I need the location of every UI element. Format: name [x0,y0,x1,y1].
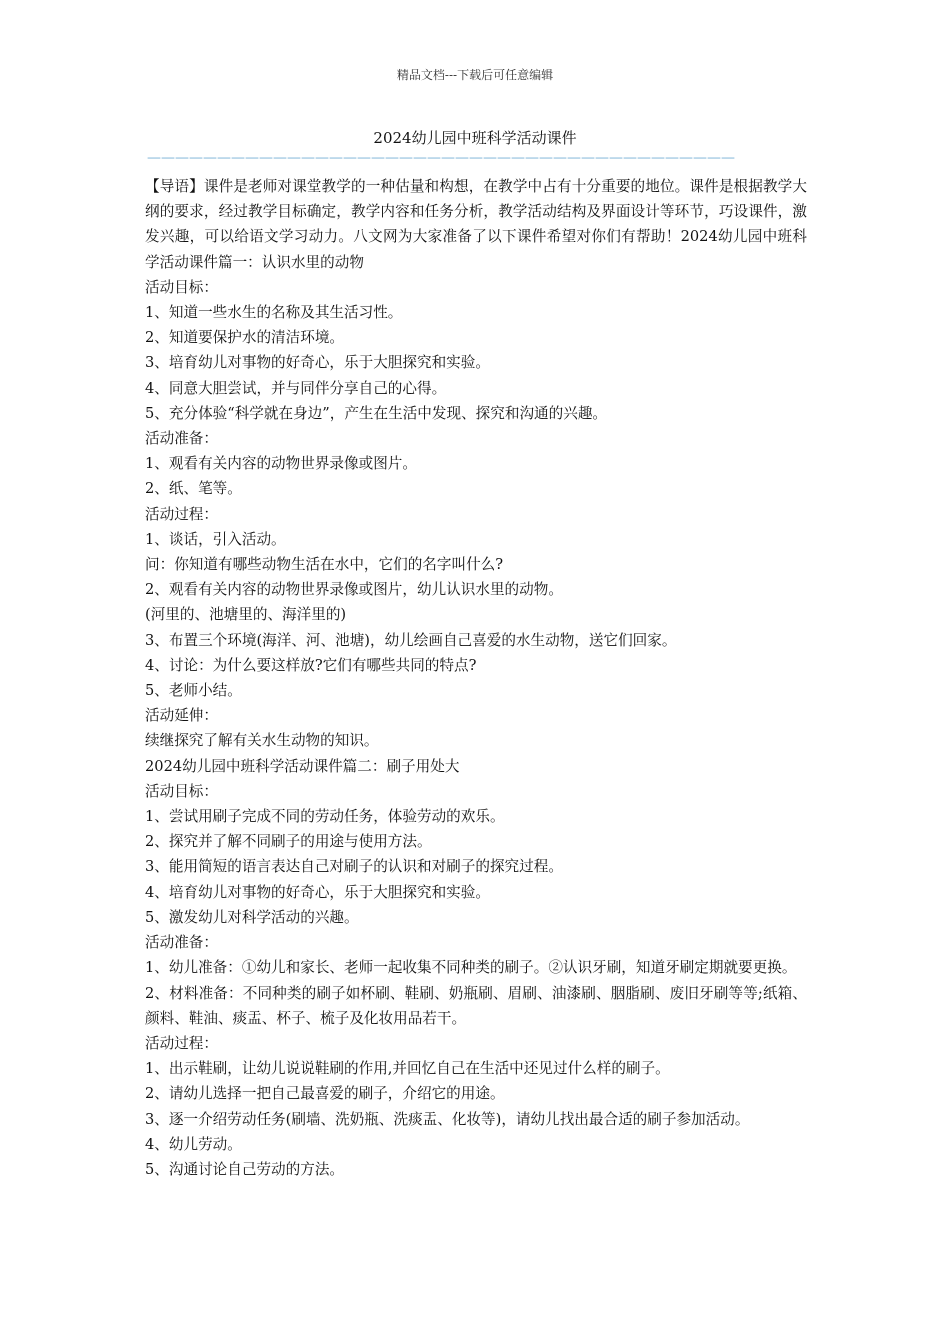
list-item: 3、培育幼儿对事物的好奇心，乐于大胆探究和实验。 [145,354,490,372]
section-heading: 活动目标： [145,278,218,296]
document-body [145,174,807,1182]
intro-paragraph: 【导语】课件是老师对课堂教学的一种估量和构想，在教学中占有十分重要的地位。课件是根据教学大纲的要求，经过教学目标确定，教学内容和任务分析，教学活动结构及界面设计等环节，巧设课件，激发兴趣，可以给语文学习动力。八文网为大家准备了以下课件希望对你们有帮助！2024幼儿园中班科学活动课件篇一：认识水里的动物 [145,178,807,271]
list-item: 3、逐一介绍劳动任务(刷墙、洗奶瓶、洗痰盂、化妆等)，请幼儿找出最合适的刷子参加活动。 [145,1110,750,1128]
section-heading: 活动过程： [145,505,218,523]
list-item: 5、充分体验“科学就在身边”，产生在生活中发现、探究和沟通的兴趣。 [145,404,608,422]
list-item: 5、激发幼儿对科学活动的兴趣。 [145,908,359,926]
list-item: 1、尝试用刷子完成不同的劳动任务，体验劳动的欢乐。 [145,808,505,826]
section-heading: 活动准备： [145,430,218,448]
list-item: 2、纸、笔等。 [145,480,242,498]
list-item: 3、能用简短的语言表达自己对刷子的认识和对刷子的探究过程。 [145,858,563,876]
section-heading: 活动延伸： [145,707,218,725]
document-title: 2024幼儿园中班科学活动课件 [373,129,577,147]
header-note: 精品文档---下载后可任意编辑 [396,68,554,82]
list-item: 1、出示鞋刷，让幼儿说说鞋刷的作用,并回忆自己在生活中还见过什么样的刷子。 [145,1060,670,1078]
list-item: 问：你知道有哪些动物生活在水中，它们的名字叫什么? [145,556,504,574]
list-item: 2、探究并了解不同刷子的用途与使用方法。 [145,833,432,851]
list-item: 1、幼儿准备：①幼儿和家长、老师一起收集不同种类的刷子。②认识牙刷，知道牙刷定期就要更换。 [145,959,797,977]
list-item: 4、讨论：为什么要这样放?它们有哪些共同的特点? [145,656,477,674]
list-item: 2、观看有关内容的动物世界录像或图片，幼儿认识水里的动物。 [145,581,563,599]
list-item: 续继探究了解有关水生动物的知识。 [145,732,379,750]
section-heading: 活动目标： [145,782,218,800]
list-item: 2、请幼儿选择一把自己最喜爱的刷子，介绍它的用途。 [145,1085,505,1103]
list-item: (河里的、池塘里的、海洋里的) [145,606,347,624]
list-item: 1、谈话，引入活动。 [145,530,286,548]
part-heading: 2024幼儿园中班科学活动课件篇二：刷子用处大 [145,757,460,775]
list-item: 5、老师小结。 [145,682,242,700]
list-item: 4、同意大胆尝试，并与同伴分享自己的心得。 [145,379,447,397]
list-item: 5、沟通讨论自己劳动的方法。 [145,1160,345,1178]
list-item: 1、观看有关内容的动物世界录像或图片。 [145,455,417,473]
list-item: 4、幼儿劳动。 [145,1135,242,1153]
list-item: 3、布置三个环境(海洋、河、池塘)，幼儿绘画自己喜爱的水生动物，送它们回家。 [145,631,677,649]
list-item: 2、材料准备：不同种类的刷子如杯刷、鞋刷、奶瓶刷、眉刷、油漆刷、胭脂刷、废旧牙刷等等;纸箱、颜料、鞋油、痰盂、杯子、梳子及化妆用品若干。 [145,984,807,1027]
list-item: 4、培育幼儿对事物的好奇心，乐于大胆探究和实验。 [145,883,490,901]
section-heading: 活动准备： [145,934,218,952]
list-item: 1、知道一些水生的名称及其生活习性。 [145,304,403,322]
section-heading: 活动过程： [145,1034,218,1052]
title-divider: —————————————————————————————————————————— [147,150,735,166]
list-item: 2、知道要保护水的清洁环境。 [145,329,345,347]
